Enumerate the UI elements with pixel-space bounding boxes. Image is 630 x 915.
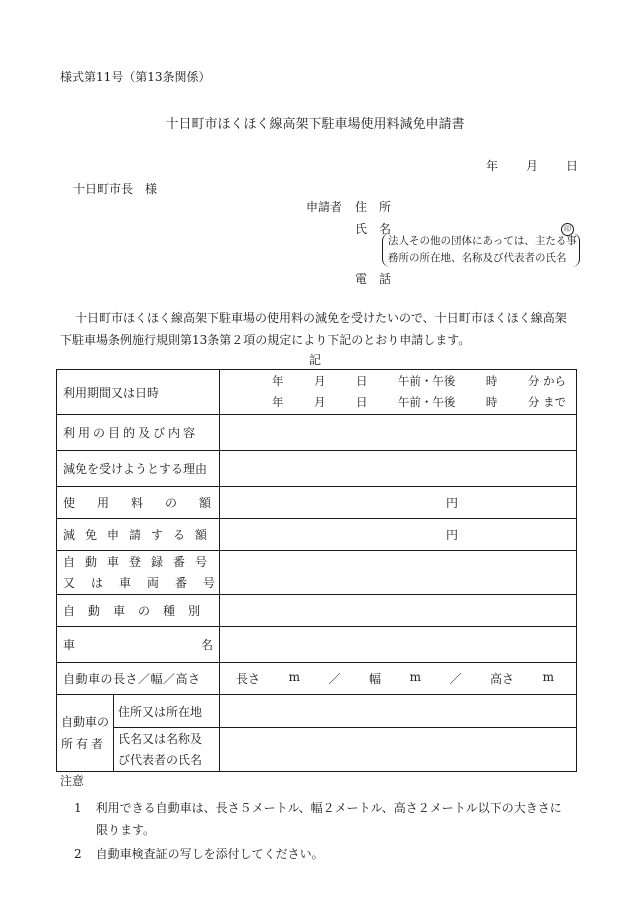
period-from (226, 371, 570, 392)
type-label: 自動車の種別 (57, 595, 220, 627)
date-day: 日 (566, 159, 579, 173)
document-title: 十日町市ほくほく線高架下駐車場使用料減免申請書 (165, 117, 465, 132)
row-car-name (57, 627, 577, 663)
ki-heading: 記 (308, 353, 321, 367)
reduction-field[interactable] (220, 519, 577, 551)
car-name-label-2: 名 (201, 638, 214, 652)
registration-label-line2: 又は車両番号 (63, 575, 232, 590)
period-label-cell (57, 370, 220, 415)
note-1 (60, 797, 562, 841)
from-month: 月 (313, 374, 326, 388)
owner-label-line1: 自動車の (61, 715, 110, 729)
from-ampm: 午前・午後 (397, 374, 456, 388)
owner-name-label-cell (114, 728, 220, 772)
date-year: 年 (486, 159, 499, 173)
row-owner-address (57, 695, 577, 728)
reason-label: 減免を受けようとする理由 (57, 451, 220, 487)
row-type (57, 595, 577, 627)
to-year: 年 (272, 395, 284, 409)
owner-address-field[interactable] (220, 695, 577, 728)
notes-section (60, 772, 562, 865)
owner-label-cell (57, 695, 114, 772)
row-owner-name (57, 728, 577, 772)
type-field[interactable] (220, 595, 577, 627)
period-to (226, 392, 570, 413)
notes-heading: 注意 (60, 774, 85, 788)
row-registration (57, 551, 577, 595)
size-label: 自動車の長さ／幅／高さ (57, 663, 220, 695)
purpose-field[interactable] (220, 415, 577, 451)
from-hour: 時 (485, 374, 498, 388)
registration-label-line1: 自動車登録番号 (63, 554, 218, 569)
to-minute: 分 まで (527, 395, 567, 409)
size-separator-2: ／ (449, 672, 462, 686)
to-month: 月 (313, 395, 326, 409)
fee-label: 使用料の額 (57, 487, 220, 519)
size-width-label: 幅 (369, 672, 382, 686)
row-period (57, 370, 577, 415)
corporate-note-line1: 法人その他の団体にあっては、主たる事 (388, 235, 577, 247)
car-name-field[interactable] (220, 627, 577, 663)
period-label: 利用期間又は日時 (63, 385, 160, 400)
row-fee (57, 487, 577, 519)
reduction-label: 減免申請する額 (57, 519, 220, 551)
row-size (57, 663, 577, 695)
from-day: 日 (355, 374, 368, 388)
car-name-label-cell (57, 627, 220, 663)
size-values (226, 670, 570, 687)
date-month: 月 (526, 159, 539, 173)
size-length-unit: m (288, 670, 300, 684)
to-suffix: まで (543, 395, 567, 409)
note-2 (60, 843, 562, 865)
form-number: 様式第11号（第13条関係） (60, 70, 211, 84)
from-minute: 分 から (527, 374, 567, 388)
applicant-label: 申請者 (306, 200, 343, 214)
registration-field[interactable] (220, 551, 577, 595)
period-value-cell[interactable] (220, 370, 577, 415)
owner-name-label-line2: び代表者の氏名 (118, 752, 203, 767)
owner-name-field[interactable] (220, 728, 577, 772)
note-2-text: 自動車検査証の写しを添付してください。 (95, 847, 324, 861)
registration-label-cell (57, 551, 232, 595)
from-year: 年 (272, 374, 284, 388)
application-table (56, 369, 577, 772)
fee-unit: 円 (446, 496, 459, 510)
row-purpose (57, 415, 577, 451)
size-separator-1: ／ (328, 672, 341, 686)
to-ampm: 午前・午後 (397, 395, 456, 409)
corporate-note (382, 233, 580, 267)
addressee: 十日町市長 様 (73, 182, 158, 196)
owner-label-line2: 所有者 (61, 737, 107, 751)
owner-name-label-line1: 氏名又は名称及 (118, 731, 203, 746)
row-reason (57, 451, 577, 487)
size-field[interactable] (220, 663, 577, 695)
size-width-unit: m (409, 670, 421, 684)
note-1-line2: 限ります。 (96, 823, 156, 837)
body-text-line1: 十日町市ほくほく線高架下駐車場の使用料の減免を受けたいので、十日町市ほくほく線高架 (75, 311, 567, 325)
from-suffix: から (543, 374, 567, 388)
purpose-label: 利用の目的及び内容 (57, 415, 220, 451)
size-length-label: 長さ (236, 672, 261, 686)
seal-text: 印 (561, 223, 574, 236)
to-hour: 時 (485, 395, 498, 409)
car-name-label-1: 車 (63, 638, 76, 652)
note-1-number: 1 (74, 801, 82, 815)
size-height-label: 高さ (490, 672, 515, 686)
phone-label: 電 話 (355, 272, 392, 286)
reduction-unit: 円 (446, 528, 459, 542)
note-1-line1: 利用できる自動車は、長さ５メートル、幅２メートル、高さ２メートル以下の大きさに (95, 801, 562, 815)
corporate-note-line2: 務所の所在地、名称及び代表者の氏名 (388, 252, 567, 264)
reason-field[interactable] (220, 451, 577, 487)
fee-field[interactable] (220, 487, 577, 519)
owner-address-label: 住所又は所在地 (114, 695, 220, 728)
note-2-number: 2 (74, 847, 82, 861)
to-day: 日 (355, 395, 368, 409)
size-height-unit: m (542, 670, 554, 684)
body-text-line2: 下駐車場条例施行規則第13条第２項の規定により下記のとおり申請します。 (60, 333, 471, 347)
date-line (486, 157, 578, 174)
name-label: 氏 名 (355, 222, 392, 236)
address-label: 住 所 (355, 200, 392, 214)
row-reduction (57, 519, 577, 551)
